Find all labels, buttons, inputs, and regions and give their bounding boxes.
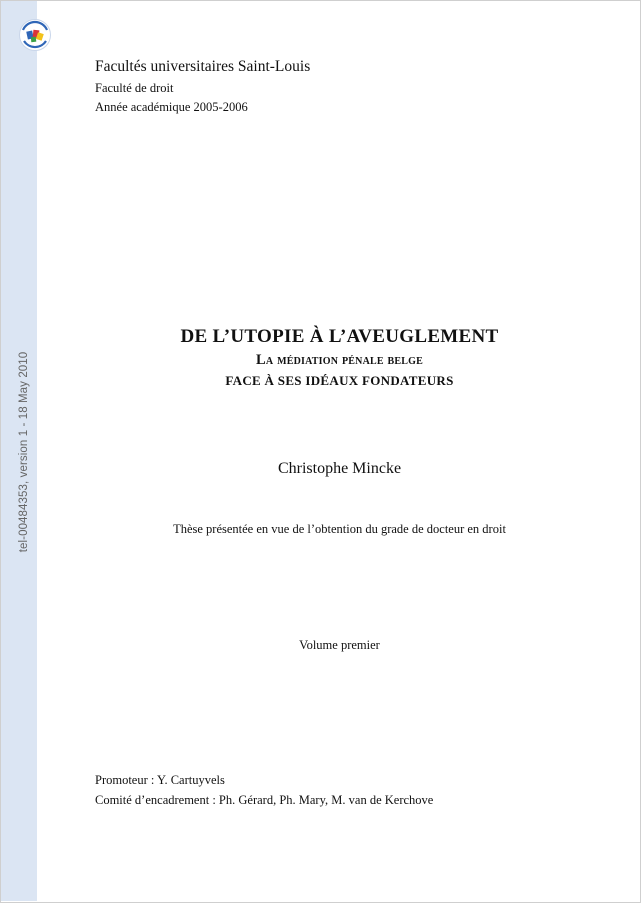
archive-logo-icon: [18, 18, 52, 52]
faculty-name: Faculté de droit: [95, 81, 174, 95]
archive-stamp-text: tel-00484353, version 1 - 18 May 2010: [18, 351, 30, 553]
promoteur-line: Promoteur : Y. Cartuyvels: [95, 773, 225, 787]
volume-label: Volume premier: [299, 638, 380, 652]
thesis-subtitle-line2: FACE À SES IDÉAUX FONDATEURS: [225, 373, 454, 388]
thesis-subtitle-line1: La médiation pénale belge: [255, 352, 424, 368]
thesis-statement: Thèse présentée en vue de l’obtention du grade de docteur en droit: [173, 522, 506, 536]
thesis-title: DE L’UTOPIE À L’AVEUGLEMENT: [180, 326, 499, 347]
thesis-title-block: [38, 326, 641, 390]
comite-line: Comité d’encadrement : Ph. Gérard, Ph. Mary, M. van de Kerchove: [95, 793, 434, 807]
academic-year: Année académique 2005-2006: [95, 100, 248, 114]
university-name: Facultés universitaires Saint-Louis: [95, 58, 311, 75]
author-name: Christophe Mincke: [277, 460, 402, 477]
